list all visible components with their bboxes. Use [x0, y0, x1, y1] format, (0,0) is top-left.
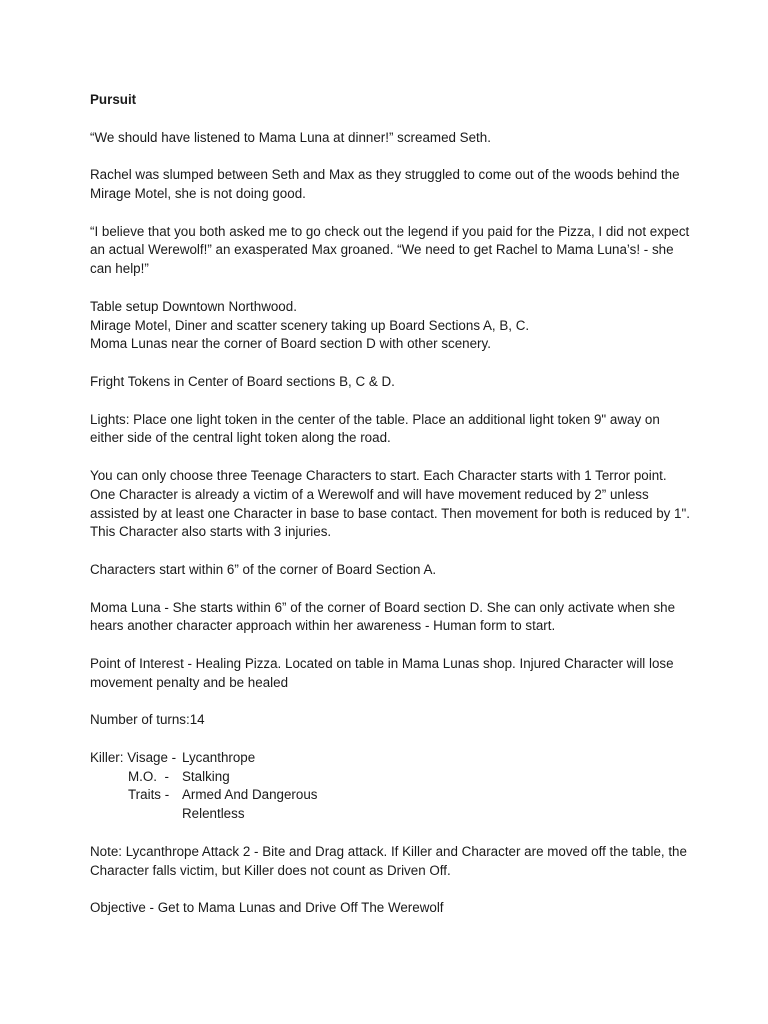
rule-number-of-turns: Number of turns:14 [90, 712, 205, 728]
killer-mo-label: M.O. - [128, 768, 169, 784]
killer-visage-value: Lycanthrope [182, 749, 256, 765]
intro-paragraph-1: “We should have listened to Mama Luna at dinner!” screamed Seth. [90, 129, 491, 145]
rule-point-of-interest: Point of Interest - Healing Pizza. Located on table in Mama Lunas shop. Injured Character will lose movement penalty and be healed [90, 655, 674, 690]
table-setup [90, 298, 690, 354]
setup-line: Moma Lunas near the corner of Board section D with other scenery. [90, 336, 491, 352]
killer-trait-1: Armed And Dangerous [182, 787, 318, 803]
killer-block [90, 749, 690, 824]
rule-characters: You can only choose three Teenage Characters to start. Each Character starts with 1 Terror point. One Character is already a victim of a Werewolf and will have movement reduced by 2” unless assisted by at least one Character in base to base contact. Then movement for both is reduced by 1". This Character also starts with 3 injuries. [90, 467, 690, 540]
killer-traits-row [90, 786, 690, 805]
rule-start-position: Characters start within 6” of the corner of Board Section A. [90, 561, 437, 577]
rule-moma-luna: Moma Luna - She starts within 6” of the corner of Board section D. She can only activate when she hears another character approach within her awareness - Human form to start. [90, 599, 676, 634]
intro-paragraph-3: “I believe that you both asked me to go check out the legend if you paid for the Pizza, I did not expect an actual Werewolf!” an exasperated Max groaned. “We need to get Rachel to Mama Luna’s! - she can help!” [90, 223, 690, 277]
killer-trait-2: Relentless [182, 806, 245, 822]
rule-lights: Lights: Place one light token in the center of the table. Place an additional light token 9" away on either side of the central light token along the road. [90, 411, 660, 446]
killer-mo-value: Stalking [182, 768, 230, 784]
document-title: Pursuit [90, 92, 137, 107]
killer-mo-row [90, 768, 690, 787]
objective-paragraph: Objective - Get to Mama Lunas and Drive Off The Werewolf [90, 900, 444, 916]
killer-traits-label: Traits - [128, 787, 170, 803]
setup-line: Table setup Downtown Northwood. [90, 298, 297, 314]
intro-paragraph-2: Rachel was slumped between Seth and Max as they struggled to come out of the woods behind the Mirage Motel, she is not doing good. [90, 167, 680, 201]
killer-traits-spacer [90, 805, 182, 824]
note-paragraph: Note: Lycanthrope Attack 2 - Bite and Drag attack. If Killer and Character are moved off the table, the Character falls victim, but Killer does not count as Driven Off. [90, 843, 687, 878]
killer-visage-row [90, 749, 690, 768]
killer-traits-row-2 [90, 805, 690, 824]
killer-visage-label: Killer: Visage - [90, 749, 177, 765]
document-body [90, 91, 690, 937]
rule-fright-tokens: Fright Tokens in Center of Board sections B, C & D. [90, 373, 395, 389]
setup-line: Mirage Motel, Diner and scatter scenery taking up Board Sections A, B, C. [90, 317, 530, 333]
